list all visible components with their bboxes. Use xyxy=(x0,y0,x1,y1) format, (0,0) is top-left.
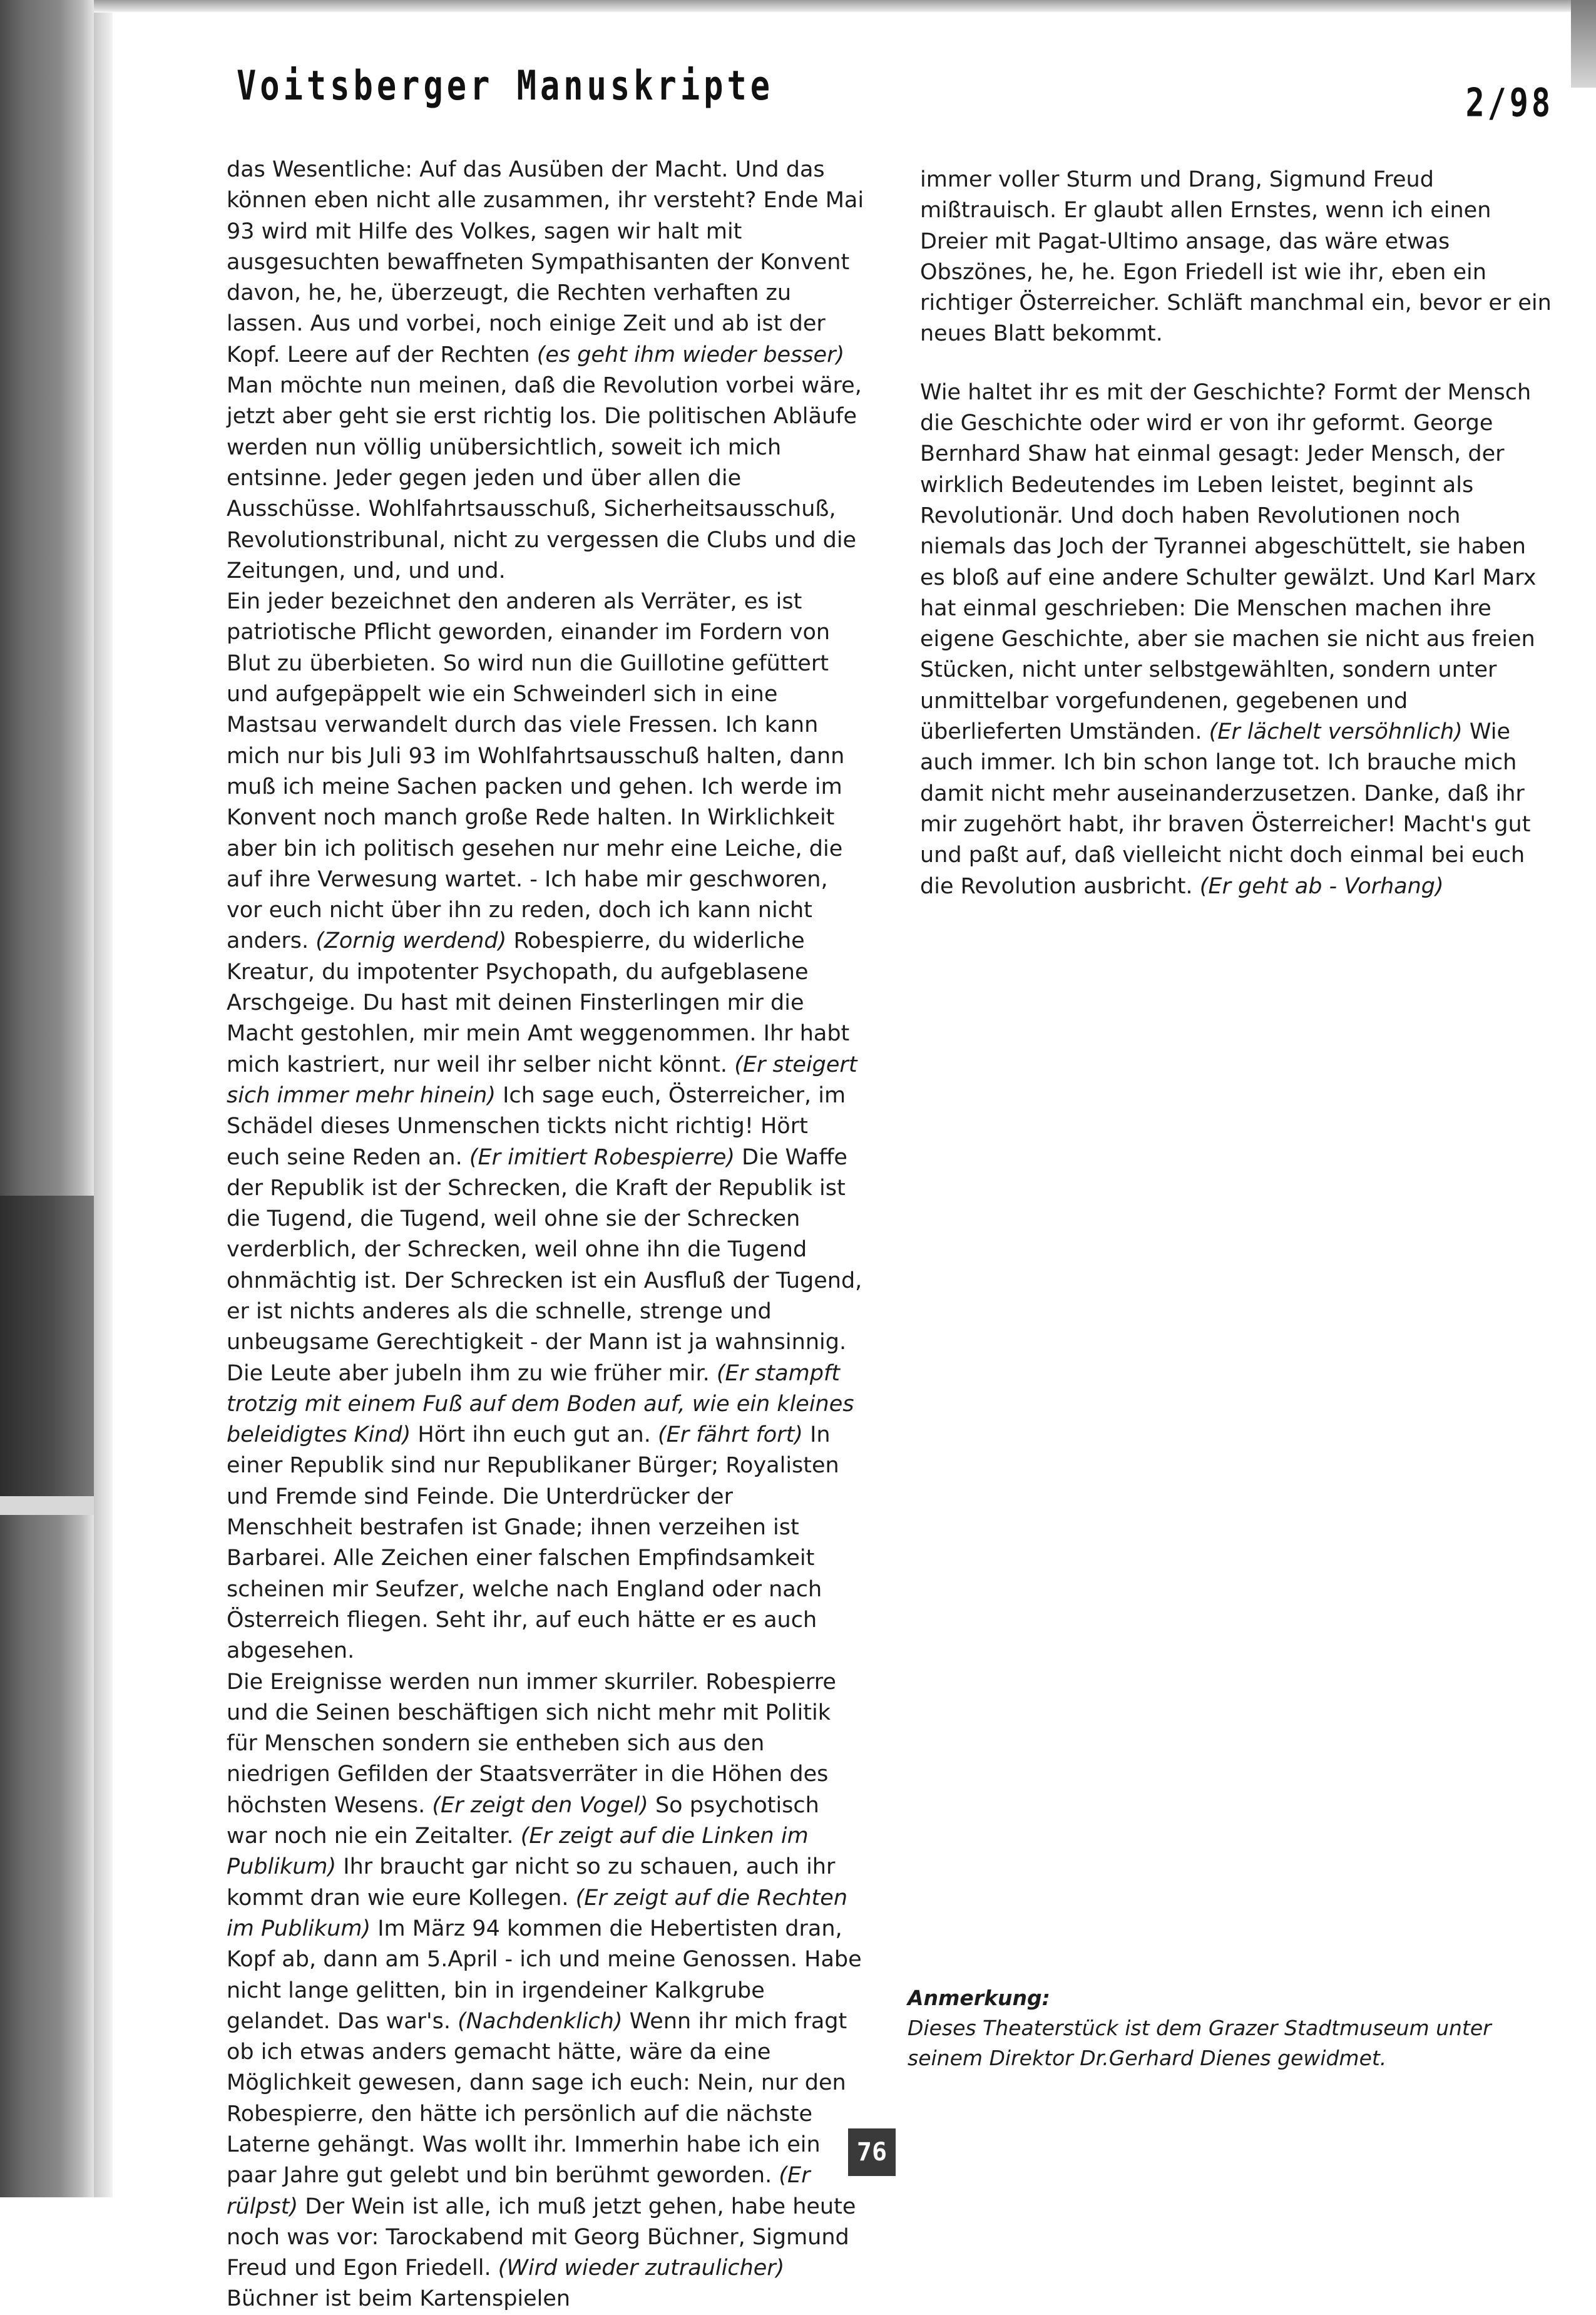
page-number: 76 xyxy=(848,2128,896,2176)
stage-direction: (Er lächelt versöhnlich) xyxy=(1209,719,1463,745)
paragraph: Wie haltet ihr es mit der Geschichte? Formt der Mensch die Geschichte oder wird er von ihr geformt. George Bernhard Shaw hat einmal gesagt: Jeder Mensch, der wirklich Bedeutendes im Leben leistet, beginnt als Revolutionär. Und doch haben Revolutionen noch niemals das Joch der Tyrannei abgeschüttelt, sie haben es bloß auf eine andere Schulter gewälzt. Und Karl Marx hat einmal geschrieben: Die Menschen machen ihre eigene Geschichte, aber sie machen sie nicht aus freien Stücken, nicht unter selbstgewählten, sondern unter unmittelbar vorgefundenen, gegebenen und überlieferten Umständen. (Er lächelt versöhnlich) Wie auch immer. Ich bin schon lange tot. Ich brauche mich damit nicht mehr auseinanderzusetzen. Danke, daß ihr mir zugehört habt, ihr braven Österreicher! Macht's gut und paßt auf, daß vielleicht nicht doch einmal bei euch die Revolution ausbricht. (Er geht ab - Vorhang) xyxy=(920,379,1537,899)
scan-corner-edge xyxy=(1571,0,1596,88)
stage-direction: (Er fährt fort) xyxy=(657,1422,803,1448)
note-text: Dieses Theaterstück ist dem Grazer Stadtmuseum unter seinem Direktor Dr.Gerhard Dienes gewidmet. xyxy=(908,2016,1491,2070)
scan-top-edge xyxy=(94,0,1596,13)
stage-direction: (Er rülpst) xyxy=(227,2163,811,2219)
binding-gap xyxy=(0,1496,94,1515)
stage-direction: (Er steigert sich immer mehr hinein) xyxy=(227,1052,857,1108)
paragraph: Die Ereignisse werden nun immer skurriler. Robespierre und die Seinen beschäftigen sich nicht mehr mit Politik für Menschen sondern sie entheben sich aus den niedrigen Gefilden der Staatsverräter in die Höhen des höchsten Wesens. (Er zeigt den Vogel) So psychotisch war noch nie ein Zeitalter. (Er zeigt auf die Linken im Publikum) Ihr braucht gar nicht so zu schauen, auch ihr kommt dran wie eure Kollegen. (Er zeigt auf die Rechten im Publikum) Im März 94 kommen die Hebertisten dran, Kopf ab, dann am 5.April - ich und meine Genossen. Habe nicht lange gelitten, bin in irgendeiner Kalkgrube gelandet. Das war's. (Nachdenklich) Wenn ihr mich fragt ob ich etwas anders gemacht hätte, wäre da eine Möglichkeit gewesen, dann sage ich euch: Nein, nur den Robespierre, den hätte ich persönlich auf die nächste Laterne gehängt. Was wollt ihr. Immerhin habe ich ein paar Jahre gut gelebt und bin berühmt geworden. (Er rülpst) Der Wein ist alle, ich muß jetzt gehen, habe heute noch was vor: Tarockabend mit Georg Büchner, Sigmund Freud und Egon Friedell. (Wird wieder zutraulicher) Büchner ist beim Kartenspielen xyxy=(227,1669,862,2312)
stage-direction: (Er stampft trotzig mit einem Fuß auf dem Boden auf, wie ein kleines beleidigtes Kind) xyxy=(227,1360,854,1448)
stage-direction: (Er zeigt auf die Linken im Publikum) xyxy=(227,1824,809,1880)
paragraph: das Wesentliche: Auf das Ausüben der Macht. Und das können eben nicht alle zusammen, ihr versteht? Ende Mai 93 wird mit Hilfe des Volkes, sagen wir halt mit ausgesuchten bewaffneten Sympathisanten der Konvent davon, he, he, überzeugt, die Rechten verhaften zu lassen. Aus und vorbei, noch einige Zeit und ab ist der Kopf. Leere auf der Rechten (es geht ihm wieder besser) Man möchte nun meinen, daß die Revolution vorbei wäre, jetzt aber geht sie erst richtig los. Die politischen Abläufe werden nun völlig unübersichtlich, soweit ich mich entsinne. Jeder gegen jeden und über allen die Ausschüsse. Wohlfahrtsausschuß, Sicherheitsausschuß, Revolutionstribunal, nicht zu vergessen die Clubs und die Zeitungen, und, und und. xyxy=(227,157,864,583)
stage-direction: (Wird wieder zutraulicher) xyxy=(498,2256,785,2281)
binding-shadow xyxy=(0,1196,94,1496)
stage-direction: (Er zeigt den Vogel) xyxy=(432,1792,648,1818)
paragraph: immer voller Sturm und Drang, Sigmund Freud mißtrauisch. Er glaubt allen Ernstes, wenn ich einen Dreier mit Pagat-Ultimo ansage, das wäre etwas Obszönes, he, he. Egon Friedell ist wie ihr, eben ein richtiger Österreicher. Schläft manchmal ein, bevor er ein neues Blatt bekommt. xyxy=(920,167,1552,347)
stage-direction: (Er zeigt auf die Rechten im Publikum) xyxy=(227,1885,847,1941)
stage-direction: (Er geht ab - Vorhang) xyxy=(1199,873,1444,899)
scan-binding-edge xyxy=(0,0,94,2197)
stage-direction: (Nachdenklich) xyxy=(458,2008,623,2034)
issue-number: 2/98 xyxy=(1465,80,1553,126)
note-heading: Anmerkung: xyxy=(908,1986,1050,2010)
journal-title: Voitsberger Manuskripte xyxy=(237,63,774,110)
left-text-column xyxy=(227,155,865,2315)
stage-direction: (es geht ihm wieder besser) xyxy=(536,342,845,367)
paragraph: Ein jeder bezeichnet den anderen als Verräter, es ist patriotische Pflicht geworden, einander im Fordern von Blut zu überbieten. So wird nun die Guillotine gefüttert und aufgepäppelt wie ein Schweinderl sich in eine Mastsau verwandelt durch das viele Fressen. Ich kann mich nur bis Juli 93 im Wohlfahrtsausschuß halten, dann muß ich meine Sachen packen und gehen. Ich werde im Konvent noch manch große Rede halten. In Wirklichkeit aber bin ich politisch gesehen nur mehr eine Leiche, die auf ihre Verwesung wartet. - Ich habe mir geschworen, vor euch nicht über ihn zu reden, doch ich kann nicht anders. (Zornig werdend) Robespierre, du widerliche Kreatur, du impotenter Psychopath, du aufgeblasene Arschgeige. Du hast mit deinen Finsterlingen mir die Macht gestohlen, mir mein Amt weggenommen. Ihr habt mich kastriert, nur weil ihr selber nicht könnt. (Er steigert sich immer mehr hinein) Ich sage euch, Österreicher, im Schädel dieses Unmenschen tickts nicht richtig! Hört euch seine Reden an. (Er imitiert Robespierre) Die Waffe der Republik ist der Schrecken, die Kraft der Republik ist die Tugend, die Tugend, weil ohne sie der Schrecken verderblich, der Schrecken, weil ohne ihn die Tugend ohnmächtig ist. Der Schrecken ist ein Ausfluß der Tugend, er ist nichts anderes als die schnelle, strenge und unbeugsame Gerechtigkeit - der Mann ist ja wahnsinnig. Die Leute aber jubeln ihm zu wie früher mir. (Er stampft trotzig mit einem Fuß auf dem Boden auf, wie ein kleines beleidigtes Kind) Hört ihn euch gut an. (Er fährt fort) In einer Republik sind nur Republikaner Bürger; Royalisten und Fremde sind Feinde. Die Unterdrücker der Menschheit bestrafen ist Gnade; ihnen verzeihen ist Barbarei. Alle Zeichen einer falschen Empfindsamkeit scheinen mir Seufzer, welche nach England oder nach Österreich fliegen. Seht ihr, auf euch hätte er es auch abgesehen. xyxy=(227,589,862,1664)
stage-direction: (Zornig werdend) xyxy=(315,928,507,954)
right-text-column xyxy=(920,165,1552,902)
page-fold-shadow xyxy=(94,0,113,2197)
dedication-note xyxy=(908,1983,1571,2073)
stage-direction: (Er imitiert Robespierre) xyxy=(469,1144,735,1170)
